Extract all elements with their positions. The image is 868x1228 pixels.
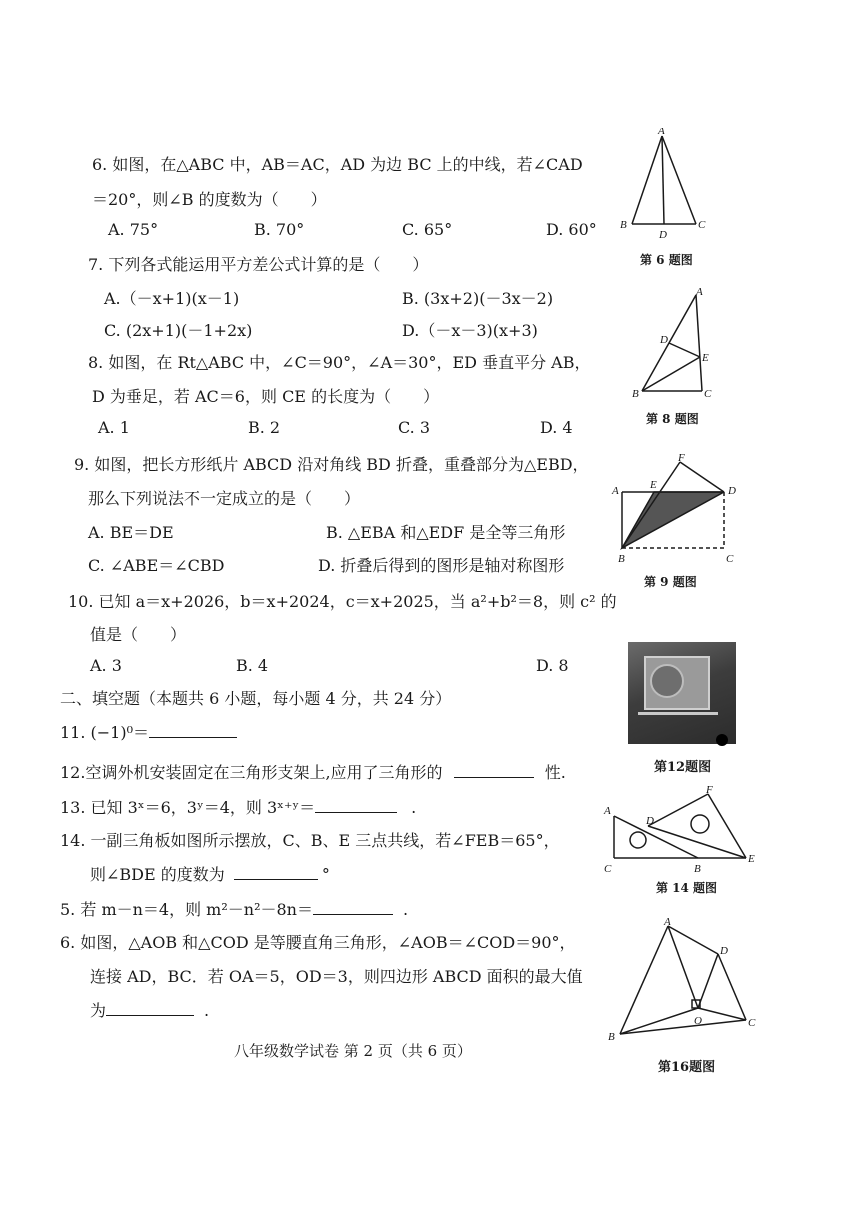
q9-stem-line2: 那么下列说法不一定成立的是（ ） <box>88 489 361 508</box>
q15-answer-blank[interactable] <box>313 898 393 915</box>
svg-text:D: D <box>660 334 668 346</box>
q9-caption: 第 9 题图 <box>644 575 697 589</box>
svg-text:D: D <box>659 229 667 241</box>
q8-stem-line2: D 为垂足，若 AC＝6，则 CE 的长度为（ ） <box>92 387 440 406</box>
q6-option-a: A. 75° <box>108 220 159 239</box>
q16-stem-line2: 连接 AD，BC．若 OA＝5，OD＝3，则四边形 ABCD 面积的最大值 <box>90 967 583 986</box>
q8-option-d: D. 4 <box>540 418 573 437</box>
q12-text: 12.空调外机安装固定在三角形支架上,应用了三角形的 <box>60 763 443 782</box>
q15-tail: . <box>402 900 409 919</box>
q9-option-b: B. △EBA 和△EDF 是全等三角形 <box>326 523 566 542</box>
q6-option-b: B. 70° <box>254 220 305 239</box>
q9-option-c: C. ∠ABE＝∠CBD <box>88 556 225 575</box>
svg-text:C: C <box>748 1017 756 1029</box>
svg-text:B: B <box>632 388 639 400</box>
q13-tail: . <box>411 798 417 817</box>
q12-tail: 性. <box>544 763 566 782</box>
q6-stem-line2: ＝20°，则∠B 的度数为（ ） <box>92 190 327 209</box>
q9-option-a: A. BE＝DE <box>88 523 174 542</box>
q14-answer-blank[interactable] <box>234 863 318 880</box>
q8-caption: 第 8 题图 <box>646 412 699 426</box>
svg-text:F: F <box>706 784 713 796</box>
svg-text:E: E <box>702 352 709 364</box>
page-footer: 八年级数学试卷 第 2 页（共 6 页） <box>234 1042 472 1060</box>
q12-answer-blank[interactable] <box>454 761 534 778</box>
section-heading: 二、填空题（本题共 6 小题，每小题 4 分，共 24 分） <box>60 689 452 708</box>
q10-option-b: B. 4 <box>236 656 269 675</box>
q11-stem <box>60 720 237 743</box>
q16-stem-line3 <box>90 998 209 1021</box>
svg-text:B: B <box>620 219 627 231</box>
q6-stem-line1: 6. 如图，在△ABC 中，AB＝AC，AD 为边 BC 上的中线，若∠CAD <box>92 155 583 174</box>
svg-text:F: F <box>678 452 685 464</box>
svg-text:A: A <box>664 916 671 928</box>
q6-figure <box>612 128 722 248</box>
q16-text: 为 <box>90 1001 107 1020</box>
q12-caption: 第12题图 <box>654 760 712 775</box>
svg-text:B: B <box>694 863 701 875</box>
svg-text:A: A <box>696 286 703 298</box>
q13-stem <box>60 795 416 818</box>
q16-answer-blank[interactable] <box>106 999 194 1016</box>
q7-option-a: A.（－x+1)(x－1) <box>104 289 240 308</box>
q9-stem-line1: 9. 如图，把长方形纸片 ABCD 沿对角线 BD 折叠，重叠部分为△EBD， <box>74 455 589 474</box>
q6-option-d: D. 60° <box>546 220 597 239</box>
q8-stem-line1: 8. 如图，在 Rt△ABC 中，∠C＝90°，∠A＝30°，ED 垂直平分 AB， <box>88 353 591 372</box>
q6-caption: 第 6 题图 <box>640 253 693 267</box>
svg-text:C: C <box>604 863 612 875</box>
q8-option-c: C. 3 <box>398 418 431 437</box>
q10-option-a: A. 3 <box>90 656 122 675</box>
q7-option-d: D.（－x－3)(x+3) <box>402 321 538 340</box>
q14-caption: 第 14 题图 <box>656 881 718 895</box>
svg-text:E: E <box>748 853 755 865</box>
svg-text:E: E <box>650 479 657 491</box>
q8-option-a: A. 1 <box>98 418 130 437</box>
q11-answer-blank[interactable] <box>149 721 237 738</box>
q12-stem <box>60 760 566 783</box>
svg-text:A: A <box>612 485 619 497</box>
svg-text:C: C <box>726 553 734 565</box>
svg-text:A: A <box>658 128 665 137</box>
q8-figure <box>624 285 724 403</box>
svg-text:D: D <box>720 945 728 957</box>
q16-tail: . <box>204 1001 210 1020</box>
q14-stem-line2 <box>90 862 330 885</box>
q12-photo <box>628 642 736 744</box>
q13-answer-blank[interactable] <box>315 796 397 813</box>
q15-stem <box>60 897 408 920</box>
svg-text:B: B <box>608 1031 615 1043</box>
q10-stem-line1: 10. 已知 a＝x+2026，b＝x+2024，c＝x+2025，当 a²+b²＝8，则 c² 的 <box>68 592 617 611</box>
q7-option-b: B. (3x+2)(－3x－2) <box>402 289 554 308</box>
q6-option-c: C. 65° <box>402 220 453 239</box>
svg-text:B: B <box>618 553 625 565</box>
q14-stem-line1: 14. 一副三角板如图所示摆放，C、B、E 三点共线，若∠FEB＝65°， <box>60 831 560 850</box>
svg-text:D: D <box>728 485 736 497</box>
q11-text: 11. (−1)⁰＝ <box>60 723 150 742</box>
svg-text:C: C <box>704 388 712 400</box>
q8-option-b: B. 2 <box>248 418 281 437</box>
q7-option-c: C. (2x+1)(－1+2x) <box>104 321 253 340</box>
q16-figure <box>602 916 758 1046</box>
q14-text: 则∠BDE 的度数为 <box>90 865 225 884</box>
q10-stem-line2: 值是（ ） <box>90 625 187 644</box>
svg-text:A: A <box>604 805 611 817</box>
q15-text: 5. 若 m－n＝4，则 m²－n²－8n＝ <box>60 900 313 919</box>
svg-text:C: C <box>698 219 706 231</box>
q14-tail: ° <box>321 865 330 884</box>
q10-option-d: D. 8 <box>536 656 569 675</box>
q16-stem-line1: 6. 如图，△AOB 和△COD 是等腰直角三角形，∠AOB＝∠COD＝90°， <box>60 933 576 952</box>
q14-figure <box>600 784 760 878</box>
q9-option-d: D. 折叠后得到的图形是轴对称图形 <box>318 556 565 575</box>
q9-figure <box>608 452 748 568</box>
q16-caption: 第16题图 <box>658 1060 716 1075</box>
q7-stem: 7. 下列各式能运用平方差公式计算的是（ ） <box>88 255 429 274</box>
svg-text:O: O <box>694 1015 702 1027</box>
q13-text: 13. 已知 3ˣ＝6，3ʸ＝4，则 3ˣ⁺ʸ＝ <box>60 798 316 817</box>
svg-text:D: D <box>646 815 654 827</box>
